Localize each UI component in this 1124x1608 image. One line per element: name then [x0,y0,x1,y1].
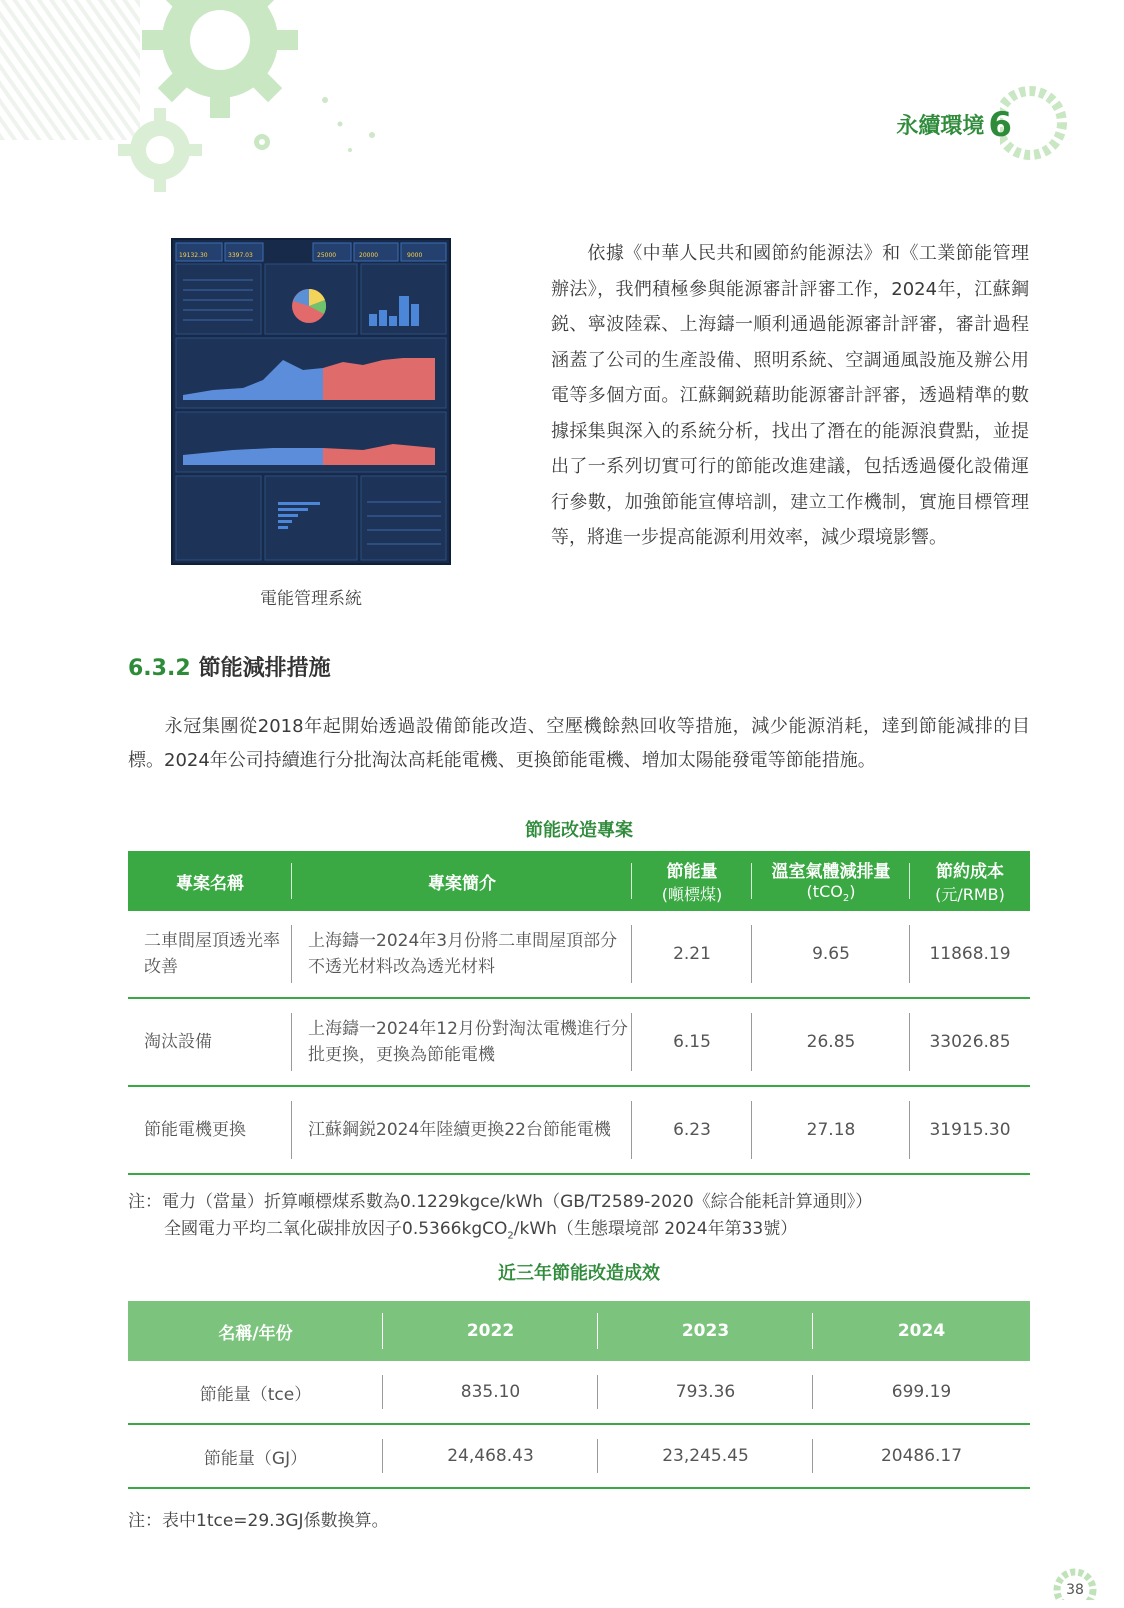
section-heading: 節能減排措施 [198,656,331,681]
ghg-cell: 26.85 [752,998,910,1086]
section-text: 永冠集團從2018年起開始透過設備節能改造、空壓機餘熱回收等措施，減少能源消耗，達到節能減排的目標。2024年公司持續進行分批淘汰高耗能電機、更換節能電機、增加太陽能發電等節能措施。 [128,716,1030,771]
table2-title: 近三年節能改造成效 [498,1263,660,1284]
table1-note-2: 全國電力平均二氧化碳排放因子0.5366kgCO$_2$/kWh（生態環境部 2024年第33號） [164,1219,798,1242]
project-desc-cell: 上海鑄一2024年12月份對淘汰電機進行分批更換，更換為節能電機 [292,998,632,1086]
header-name-year: 名稱/年份 [128,1301,383,1361]
table1-header-row [128,851,1030,911]
section-paragraph [128,710,1030,778]
figure-caption: 電能管理系統 [260,589,362,609]
value-cell: 793.36 [598,1361,813,1424]
table2-note: 注：表中1tce=29.3GJ係數換算。 [128,1511,389,1531]
header-project-desc: 專案簡介 [292,851,632,911]
project-name-cell: 節能電機更換 [128,1086,292,1174]
value-cell: 699.19 [813,1361,1030,1424]
energy-saving-cell: 6.23 [632,1086,752,1174]
value-cell: 835.10 [383,1361,598,1424]
table-row [128,998,1030,1086]
energy-results-table [128,1301,1030,1489]
header-ghg-reduction [752,851,910,911]
kpi-value-2: 3397.03 [228,252,253,259]
row-label: 節能量（GJ） [128,1424,383,1488]
value-cell: 20486.17 [813,1424,1030,1488]
header-cost-label: 節約成本 [936,862,1004,882]
header-ghg-label: 溫室氣體減排量 [771,862,891,883]
header-energy-saving-label: 節能量 [666,862,718,882]
header-year-2024: 2024 [813,1301,1030,1361]
chapter-title: 永續環境 [896,114,985,139]
header-year-2023: 2023 [598,1301,813,1361]
project-name-cell: 二車間屋頂透光率改善 [128,911,292,998]
energy-projects-table [128,851,1030,1175]
header-year-2022: 2022 [383,1301,598,1361]
kpi-value-5: 9000 [407,252,423,259]
intro-paragraph [551,236,1029,556]
value-cell: 23,245.45 [598,1424,813,1488]
section-title [128,651,331,682]
table2-header-row [128,1301,1030,1361]
header-project-name: 專案名稱 [128,851,292,911]
ghg-cell: 27.18 [752,1086,910,1174]
project-desc-cell: 上海鑄一2024年3月份將二車間屋頂部分不透光材料改為透光材料 [292,911,632,998]
value-cell: 24,468.43 [383,1424,598,1488]
kpi-value-1: 19132.30 [179,252,208,259]
row-label: 節能量（tce） [128,1361,383,1424]
energy-saving-cell: 2.21 [632,911,752,998]
project-name-cell: 淘汰設備 [128,998,292,1086]
header-cost-saving [910,851,1030,911]
dashboard-illustration [173,240,449,563]
energy-management-screenshot [171,238,451,565]
kpi-value-4: 20000 [359,252,379,259]
chapter-header [896,102,1012,145]
ghg-cell: 9.65 [752,911,910,998]
table1-title: 節能改造專案 [525,820,633,841]
table-row [128,1424,1030,1488]
energy-saving-cell: 6.15 [632,998,752,1086]
intro-text: 依據《中華人民共和國節約能源法》和《工業節能管理辦法》，我們積極參與能源審計評審工作，2024年，江蘇鋼鋭、寧波陸霖、上海鑄一順利通過能源審計評審，審計過程涵蓋了公司的生產設備、照明系統、空調通風設施及辦公用電等多個方面。江蘇鋼鋭藉助能源審計評審，透過精準的數據採集與深入的系統分析，找出了潛在的能源浪費點，並提出了一系列切實可行的節能改進建議，包括透過優化設備運行參數，加強節能宣傳培訓，建立工作機制，實施目標管理等，將進一步提高能源利用效率，減少環境影響。 [551,243,1029,548]
table-row [128,911,1030,998]
header-cost-unit: (元/RMB) [935,885,1005,904]
page-number: 38 [1066,1582,1084,1598]
project-desc-cell: 江蘇鋼鋭2024年陸續更換22台節能電機 [292,1086,632,1174]
cost-cell: 11868.19 [910,911,1030,998]
chapter-number: 6 [988,105,1012,145]
table1-note-1: 注：電力（當量）折算噸標煤系數為0.1229kgce/kWh（GB/T2589-2020《綜合能耗計算通則》） [128,1192,873,1212]
header-ghg-unit: (tCO$_2$) [806,882,856,905]
table-row [128,1361,1030,1424]
header-energy-saving [632,851,752,911]
cost-cell: 33026.85 [910,998,1030,1086]
decorative-gears-icon [0,0,400,200]
cost-cell: 31915.30 [910,1086,1030,1174]
table-row [128,1086,1030,1174]
section-number: 6.3.2 [128,656,191,681]
header-energy-saving-unit: (噸標煤) [661,885,723,904]
kpi-value-3: 25000 [317,252,337,259]
